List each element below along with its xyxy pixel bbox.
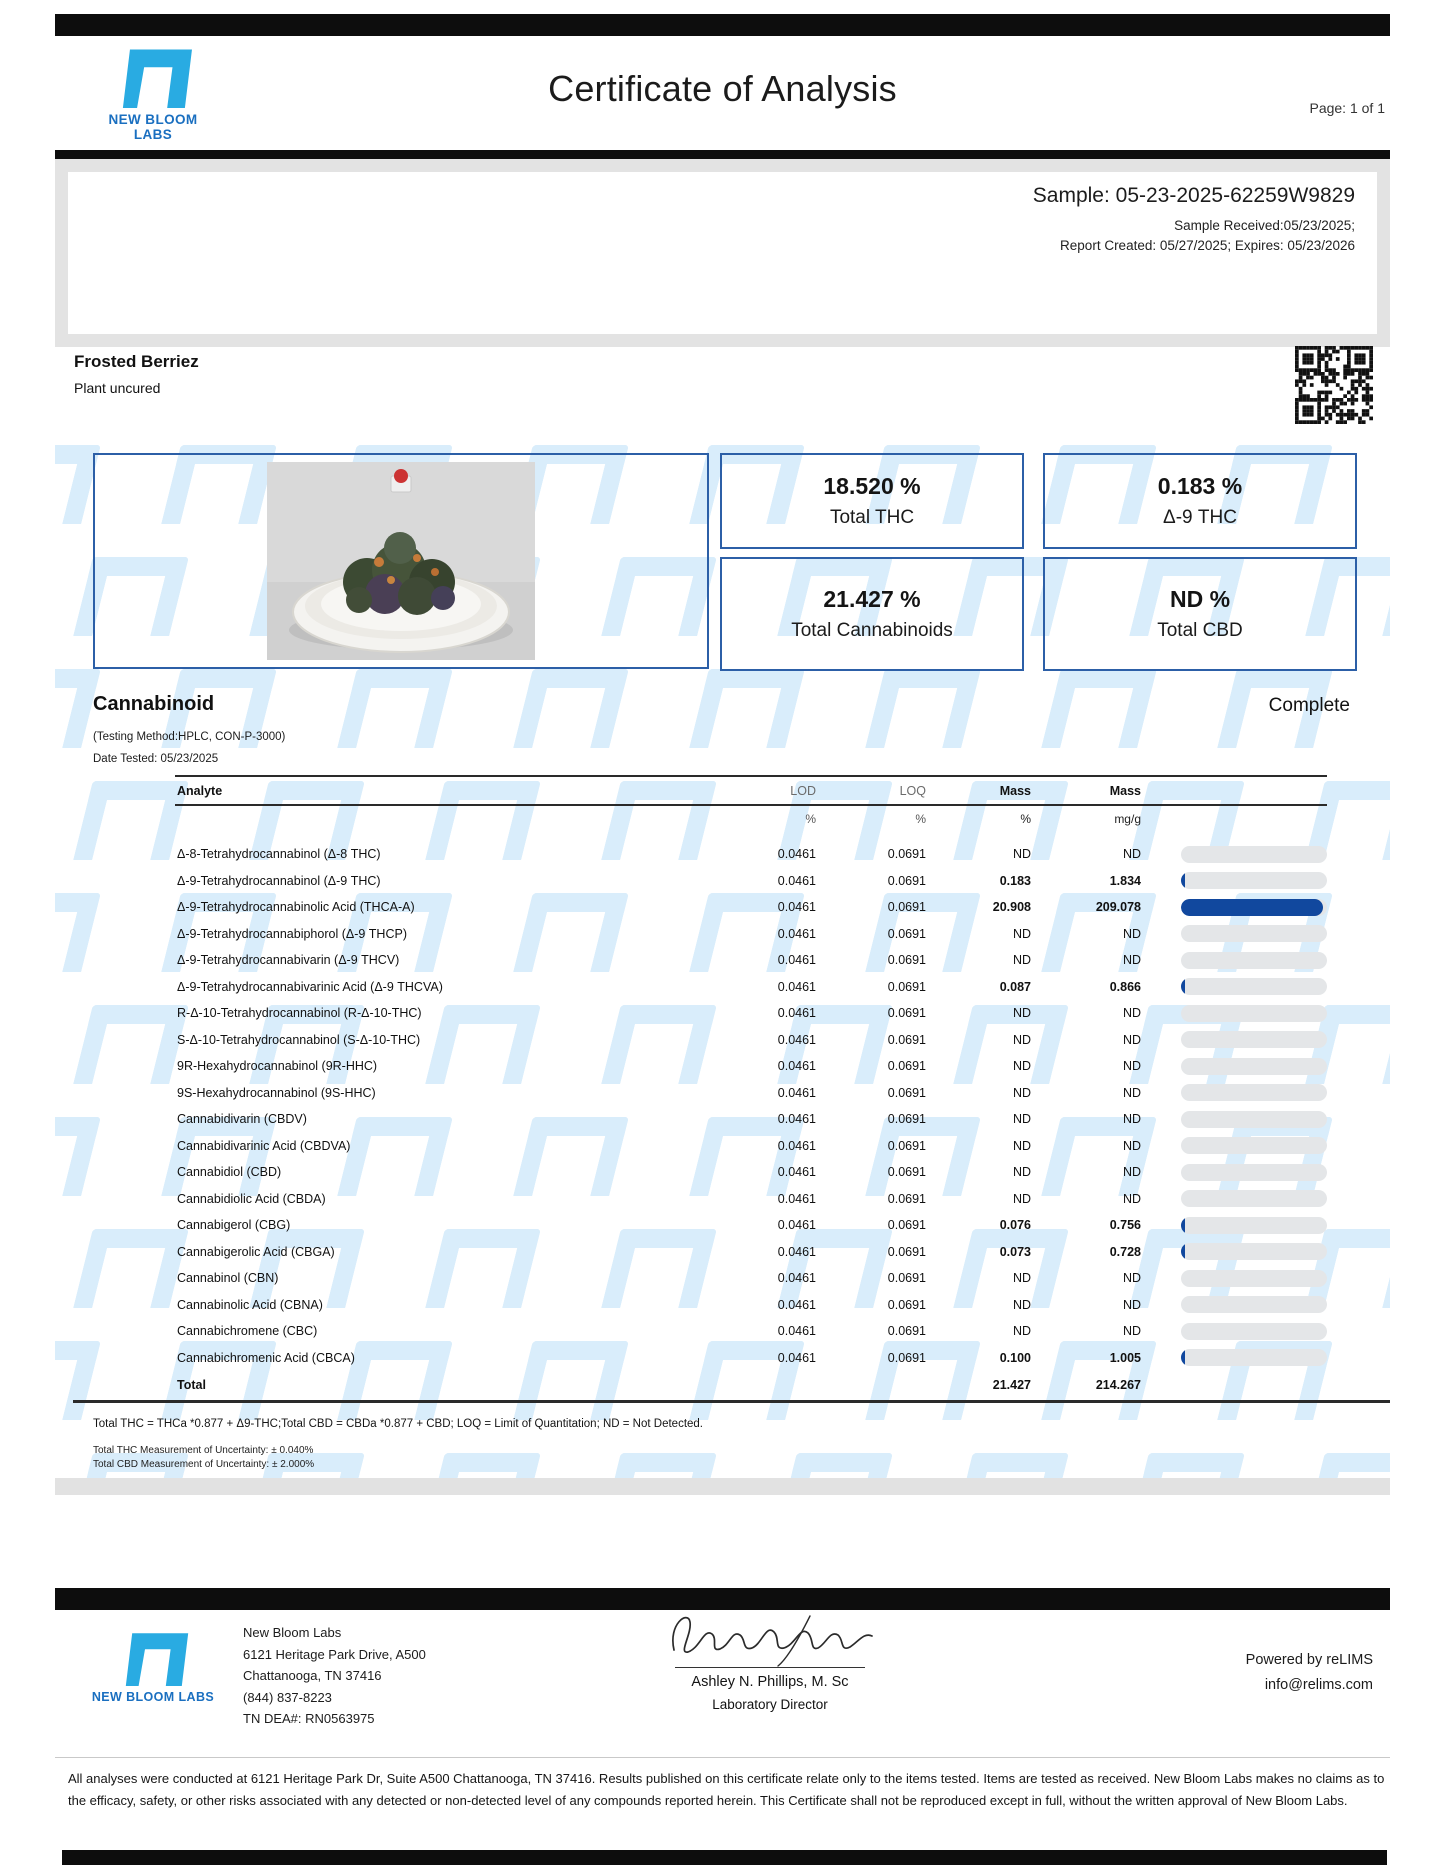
table-row: Cannabichromenic Acid (CBCA) 0.0461 0.0691 0.100 1.005 bbox=[175, 1345, 1327, 1372]
product-type: Plant uncured bbox=[74, 380, 161, 396]
mass-bar-track bbox=[1181, 1243, 1327, 1260]
table-row: Δ-8-Tetrahydrocannabinol (Δ-8 THC) 0.0461 0.0691 ND ND bbox=[175, 841, 1327, 868]
total-cannabinoids-box bbox=[720, 557, 1024, 671]
table-row: Cannabidiol (CBD) 0.0461 0.0691 ND ND bbox=[175, 1159, 1327, 1186]
mass-bar-track bbox=[1181, 925, 1327, 942]
lab-name: New Bloom Labs bbox=[243, 1625, 342, 1640]
bottom-rule bbox=[62, 1850, 1387, 1865]
mass-bar-track bbox=[1181, 952, 1327, 969]
table-row: Cannabidivarin (CBDV) 0.0461 0.0691 ND ND bbox=[175, 1106, 1327, 1133]
total-cbd-value: ND % bbox=[1169, 586, 1231, 612]
signature-icon bbox=[660, 1606, 880, 1668]
watermark-n-glyph bbox=[865, 669, 981, 748]
table-row: Δ-9-Tetrahydrocannabivarinic Acid (Δ-9 THCVA) 0.0461 0.0691 0.087 0.866 bbox=[175, 974, 1327, 1001]
mass-bar-track bbox=[1181, 1058, 1327, 1075]
total-thc-value: 18.520 % bbox=[823, 473, 921, 499]
total-mass-pct: 21.427 bbox=[992, 1378, 1031, 1392]
unit-loq: % bbox=[915, 812, 926, 826]
powered-by: Powered by reLIMS bbox=[1245, 1652, 1373, 1668]
table-total-row bbox=[175, 1371, 1327, 1399]
table-row: 9S-Hexahydrocannabinol (9S-HHC) 0.0461 0.0691 ND ND bbox=[175, 1080, 1327, 1107]
mass-bar-track bbox=[1181, 1349, 1327, 1366]
total-mass-mgg: 214.267 bbox=[1095, 1378, 1141, 1392]
table-body bbox=[175, 841, 1327, 1371]
mass-bar-track bbox=[1181, 1270, 1327, 1287]
col-lod: LOD bbox=[790, 783, 816, 798]
sample-photo-box bbox=[93, 453, 709, 669]
thc-uncertainty: Total THC Measurement of Uncertainty: ± 0.040% bbox=[93, 1445, 314, 1456]
mass-bar-track bbox=[1181, 1137, 1327, 1154]
mass-bar-fill bbox=[1181, 1349, 1185, 1366]
contact-email: info@relims.com bbox=[1264, 1677, 1373, 1693]
d9-thc-value: 0.183 % bbox=[1157, 473, 1243, 499]
watermark-n-glyph bbox=[689, 669, 805, 748]
mass-bar-track bbox=[1181, 1296, 1327, 1313]
qr-code-icon bbox=[1295, 346, 1373, 424]
header-rule bbox=[55, 150, 1390, 159]
watermark-n-glyph bbox=[55, 1341, 101, 1420]
footer-brand bbox=[88, 1630, 218, 1704]
watermark-n-glyph bbox=[1041, 669, 1157, 748]
mass-bar-fill bbox=[1181, 899, 1323, 916]
brand-wordmark: NEW BLOOM LABS bbox=[108, 112, 198, 142]
table-row: Cannabigerol (CBG) 0.0461 0.0691 0.076 0.756 bbox=[175, 1212, 1327, 1239]
disclaimer-text: All analyses were conducted at 6121 Heritage Park Dr, Suite A500 Chattanooga, TN 37416. Results published on this certificate relate only to the items tested. Items are tested as received. New Bloom Labs makes no claims as to the efficacy, safety, or other risks associated with any detected or non-detected level of any compounds reported herein. This Certificate shall not be reproduced except in full, without the written approval of New Bloom Labs. bbox=[68, 1771, 1385, 1808]
signatory-title: Laboratory Director bbox=[712, 1697, 828, 1712]
page-number: Page: 1 of 1 bbox=[1309, 100, 1385, 116]
table-row: Cannabidiolic Acid (CBDA) 0.0461 0.0691 ND ND bbox=[175, 1186, 1327, 1213]
total-thc-label: Total THC bbox=[829, 507, 915, 528]
table-row: R-Δ-10-Tetrahydrocannabinol (R-Δ-10-THC) 0.0461 0.0691 ND ND bbox=[175, 1000, 1327, 1027]
signature-block bbox=[600, 1606, 940, 1712]
table-row: Cannabigerolic Acid (CBGA) 0.0461 0.0691 0.073 0.728 bbox=[175, 1239, 1327, 1266]
mass-bar-track bbox=[1181, 1031, 1327, 1048]
watermark-n-glyph bbox=[73, 1229, 189, 1308]
date-tested: Date Tested: 05/23/2025 bbox=[93, 753, 219, 765]
calculation-footnote: Total THC = THCa *0.877 + Δ9-THC;Total CBD = CBDa *0.877 + CBD; LOQ = Limit of Quantitation; ND = Not Detected. bbox=[93, 1418, 703, 1430]
brand-wordmark: NEW BLOOM LABS bbox=[91, 1690, 215, 1704]
col-mass-mgg: Mass bbox=[1109, 783, 1141, 798]
sample-id: Sample: 05-23-2025-62259W9829 bbox=[1032, 184, 1355, 207]
mass-bar-track bbox=[1181, 978, 1327, 995]
sample-received: Sample Received:05/23/2025; bbox=[1174, 218, 1355, 233]
mass-bar-fill bbox=[1181, 872, 1185, 889]
watermark-n-glyph bbox=[513, 669, 629, 748]
mass-bar-fill bbox=[1181, 1217, 1185, 1234]
mass-bar-track bbox=[1181, 1084, 1327, 1101]
lab-city: Chattanooga, TN 37416 bbox=[243, 1668, 382, 1683]
lab-dea: TN DEA#: RN0563975 bbox=[243, 1711, 375, 1726]
watermark-n-glyph bbox=[337, 669, 453, 748]
mass-bar-track bbox=[1181, 1217, 1327, 1234]
table-row: Δ-9-Tetrahydrocannabinolic Acid (THCA-A) 0.0461 0.0691 20.908 209.078 bbox=[175, 894, 1327, 921]
cbd-uncertainty: Total CBD Measurement of Uncertainty: ± 2.000% bbox=[93, 1459, 315, 1470]
section-status: Complete bbox=[1268, 695, 1350, 716]
mass-bar-track bbox=[1181, 1190, 1327, 1207]
testing-method: (Testing Method:HPLC, CON-P-3000) bbox=[93, 731, 286, 743]
table-row: Δ-9-Tetrahydrocannabivarin (Δ-9 THCV) 0.0461 0.0691 ND ND bbox=[175, 947, 1327, 974]
total-cbd-box bbox=[1043, 557, 1357, 671]
table-row: 9R-Hexahydrocannabinol (9R-HHC) 0.0461 0.0691 ND ND bbox=[175, 1053, 1327, 1080]
table-row: Δ-9-Tetrahydrocannabinol (Δ-9 THC) 0.0461 0.0691 0.183 1.834 bbox=[175, 868, 1327, 895]
new-bloom-labs-logo-icon bbox=[105, 1630, 201, 1686]
table-row: Cannabinolic Acid (CBNA) 0.0461 0.0691 ND ND bbox=[175, 1292, 1327, 1319]
mass-bar-fill bbox=[1181, 1243, 1185, 1260]
footer-divider bbox=[55, 1757, 1390, 1758]
top-rule bbox=[55, 14, 1390, 36]
table-row: Cannabichromene (CBC) 0.0461 0.0691 ND ND bbox=[175, 1318, 1327, 1345]
lab-address-block bbox=[243, 1622, 426, 1730]
product-name: Frosted Berriez bbox=[74, 352, 199, 371]
mass-bar-track bbox=[1181, 1323, 1327, 1340]
powered-by-block bbox=[1246, 1648, 1373, 1698]
cannabinoid-table bbox=[175, 775, 1327, 1403]
lab-street: 6121 Heritage Park Drive, A500 bbox=[243, 1646, 426, 1662]
unit-mass-mgg: mg/g bbox=[1114, 812, 1141, 826]
mass-bar-track bbox=[1181, 1005, 1327, 1022]
table-row: Δ-9-Tetrahydrocannabiphorol (Δ-9 THCP) 0.0461 0.0691 ND ND bbox=[175, 921, 1327, 948]
unit-mass-pct: % bbox=[1020, 812, 1031, 826]
mass-bar-track bbox=[1181, 872, 1327, 889]
watermark-n-glyph bbox=[55, 1117, 101, 1196]
sample-photo bbox=[267, 462, 535, 660]
d9-thc-label: Δ-9 THC bbox=[1163, 507, 1237, 528]
table-row: S-Δ-10-Tetrahydrocannabinol (S-Δ-10-THC) 0.0461 0.0691 ND ND bbox=[175, 1027, 1327, 1054]
section-bottom-rule bbox=[73, 1400, 1390, 1403]
table-row: Cannabidivarinic Acid (CBDVA) 0.0461 0.0691 ND ND bbox=[175, 1133, 1327, 1160]
results-section bbox=[55, 443, 1390, 1495]
table-header-row bbox=[175, 775, 1327, 806]
col-loq: LOQ bbox=[899, 783, 926, 798]
total-cannabinoids-value: 21.427 % bbox=[823, 586, 921, 612]
d9-thc-box bbox=[1043, 453, 1357, 549]
col-mass-pct: Mass bbox=[999, 783, 1031, 798]
watermark-n-glyph bbox=[73, 1005, 189, 1084]
mass-bar-track bbox=[1181, 1164, 1327, 1181]
mass-bar-track bbox=[1181, 846, 1327, 863]
mass-bar-fill bbox=[1181, 978, 1185, 995]
lab-phone: (844) 837-8223 bbox=[243, 1689, 332, 1705]
unit-lod: % bbox=[805, 812, 816, 826]
signatory-name: Ashley N. Phillips, M. Sc bbox=[691, 1674, 849, 1690]
total-thc-box bbox=[720, 453, 1024, 549]
page-title: Certificate of Analysis bbox=[548, 68, 897, 109]
mass-bar-track bbox=[1181, 899, 1327, 916]
total-cannabinoids-label: Total Cannabinoids bbox=[791, 620, 953, 641]
section-title: Cannabinoid bbox=[93, 693, 215, 715]
total-label: Total bbox=[177, 1378, 206, 1392]
total-cbd-label: Total CBD bbox=[1157, 620, 1243, 641]
report-dates: Report Created: 05/27/2025; Expires: 05/23/2026 bbox=[1060, 238, 1355, 253]
table-row: Cannabinol (CBN) 0.0461 0.0691 ND ND bbox=[175, 1265, 1327, 1292]
sample-info-box bbox=[55, 159, 1390, 347]
content-bottom-band bbox=[55, 1478, 1390, 1495]
mass-bar-track bbox=[1181, 1111, 1327, 1128]
col-analyte: Analyte bbox=[177, 783, 223, 798]
watermark-n-glyph bbox=[55, 893, 101, 972]
watermark-n-glyph bbox=[73, 781, 189, 860]
table-units-row bbox=[175, 806, 1327, 832]
